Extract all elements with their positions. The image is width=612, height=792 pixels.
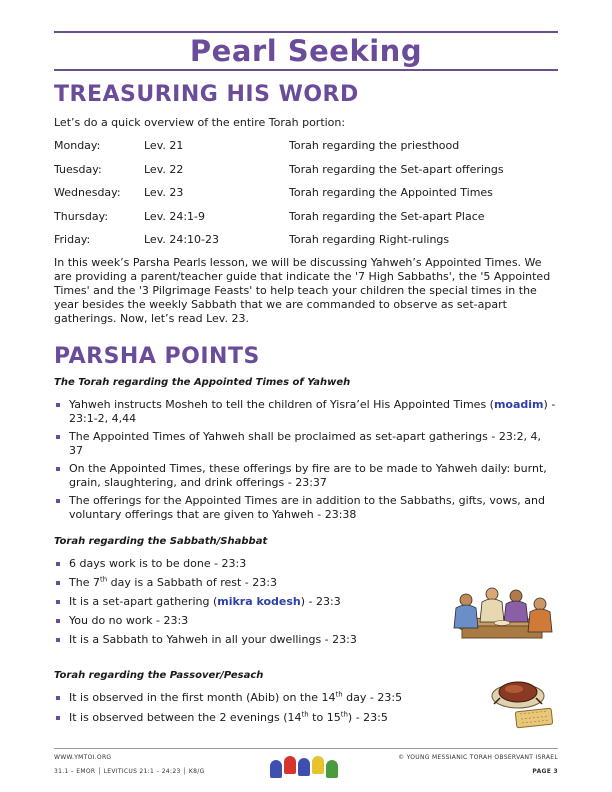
bullet-list-appointed-times <box>54 398 558 526</box>
schedule-ref: Lev. 24:1-9 <box>144 209 206 223</box>
keyword-mikra-kodesh: mikra kodesh <box>217 595 301 608</box>
schedule-topic: Torah regarding the Set-apart Place <box>289 209 485 223</box>
logo-figure <box>298 758 310 776</box>
logo-figure <box>326 760 338 778</box>
sabbath-gathering-illustration <box>448 582 556 644</box>
list-item: You do no work - 23:3 <box>54 614 444 628</box>
list-item: The 7th day is a Sabbath of rest - 23:3 <box>54 576 444 590</box>
schedule-day: Wednesday: <box>54 186 121 200</box>
section-heading-parsha-points: PARSHA POINTS <box>54 344 260 369</box>
schedule-row <box>54 163 558 187</box>
banner-bottom-rule <box>54 69 558 71</box>
footer-copyright: © YOUNG MESSIANIC TORAH OBSERVANT ISRAEL <box>398 754 558 761</box>
schedule-row <box>54 139 558 163</box>
top-rule <box>54 31 558 33</box>
bullet-list-sabbath <box>54 557 444 651</box>
lesson-paragraph: In this week’s Parsha Pearls lesson, we will be discussing Yahweh’s Appointed Times. We are providing a parent/teacher guide that indicate the '7 High Sabbaths', the '5 Appointed Times' and the '3 Pilgrimage Feasts' to help teach your children the special times in the year besides the weekly Sabbath that we are commanded to observe as set-apart gatherings. Now, let’s read Lev. 23. <box>54 256 551 325</box>
schedule-ref: Lev. 24:10-23 <box>144 233 220 247</box>
footer-rule <box>54 748 558 749</box>
list-item: 6 days work is to be done - 23:3 <box>54 557 444 571</box>
ymtoi-logo <box>270 756 342 782</box>
passover-meal-illustration <box>490 670 558 732</box>
list-item: Yahweh instructs Mosheh to tell the children of Yisra’el His Appointed Times (moadim) - 23:1-2, 4,44 <box>54 398 558 426</box>
footer-page-number: PAGE 3 <box>532 768 558 775</box>
list-item: The Appointed Times of Yahweh shall be proclaimed as set-apart gatherings - 23:2, 4, 37 <box>54 430 558 458</box>
bullet-list-passover <box>54 691 454 729</box>
section-heading-treasuring: TREASURING HIS WORD <box>54 82 359 107</box>
subheading-passover: Torah regarding the Passover/Pesach <box>54 670 264 681</box>
list-item: It is observed in the first month (Abib) on the 14th day - 23:5 <box>54 691 454 705</box>
intro-text: Let’s do a quick overview of the entire Torah portion: <box>54 116 346 129</box>
schedule-topic: Torah regarding the priesthood <box>289 139 460 152</box>
schedule-row <box>54 233 558 257</box>
list-item: It is a set-apart gathering (mikra kodesh) - 23:3 <box>54 595 444 609</box>
schedule-day: Monday: <box>54 139 101 152</box>
schedule-topic: Torah regarding the Appointed Times <box>289 186 493 200</box>
logo-figure <box>284 756 296 774</box>
schedule-table <box>54 139 558 257</box>
banner-title: Pearl Seeking <box>189 34 423 68</box>
schedule-day: Friday: <box>54 233 91 247</box>
logo-figure <box>312 756 324 774</box>
subheading-sabbath: Torah regarding the Sabbath/Shabbat <box>54 536 268 547</box>
schedule-row <box>54 210 558 234</box>
logo-figure <box>270 760 282 778</box>
list-item: On the Appointed Times, these offerings by fire are to be made to Yahweh daily: burnt, grain, slaughtering, and drink offerings - 23:37 <box>54 462 558 490</box>
keyword-moadim: moadim <box>493 398 544 411</box>
list-item: It is a Sabbath to Yahweh in all your dwellings - 23:3 <box>54 633 444 647</box>
footer-site: WWW.YMTOI.ORG <box>54 754 112 761</box>
schedule-ref: Lev. 23 <box>144 186 184 200</box>
list-item: The offerings for the Appointed Times are in addition to the Sabbaths, gifts, vows, and voluntary offerings that are given to Yahweh - 23:38 <box>54 494 558 522</box>
schedule-topic: Torah regarding Right-rulings <box>289 233 450 247</box>
schedule-ref: Lev. 22 <box>144 162 184 176</box>
schedule-topic: Torah regarding the Set-apart offerings <box>289 162 504 176</box>
schedule-ref: Lev. 21 <box>144 139 184 152</box>
schedule-day: Thursday: <box>54 209 109 223</box>
subheading-appointed-times: The Torah regarding the Appointed Times of Yahweh <box>54 377 351 388</box>
schedule-row <box>54 186 558 210</box>
footer-meta: 31.1 – EMOR │ LEVITICUS 21:1 – 24:23 │ K8/G <box>54 768 205 775</box>
list-item: It is observed between the 2 evenings (14th to 15th) - 23:5 <box>54 711 454 725</box>
schedule-day: Tuesday: <box>54 162 102 176</box>
